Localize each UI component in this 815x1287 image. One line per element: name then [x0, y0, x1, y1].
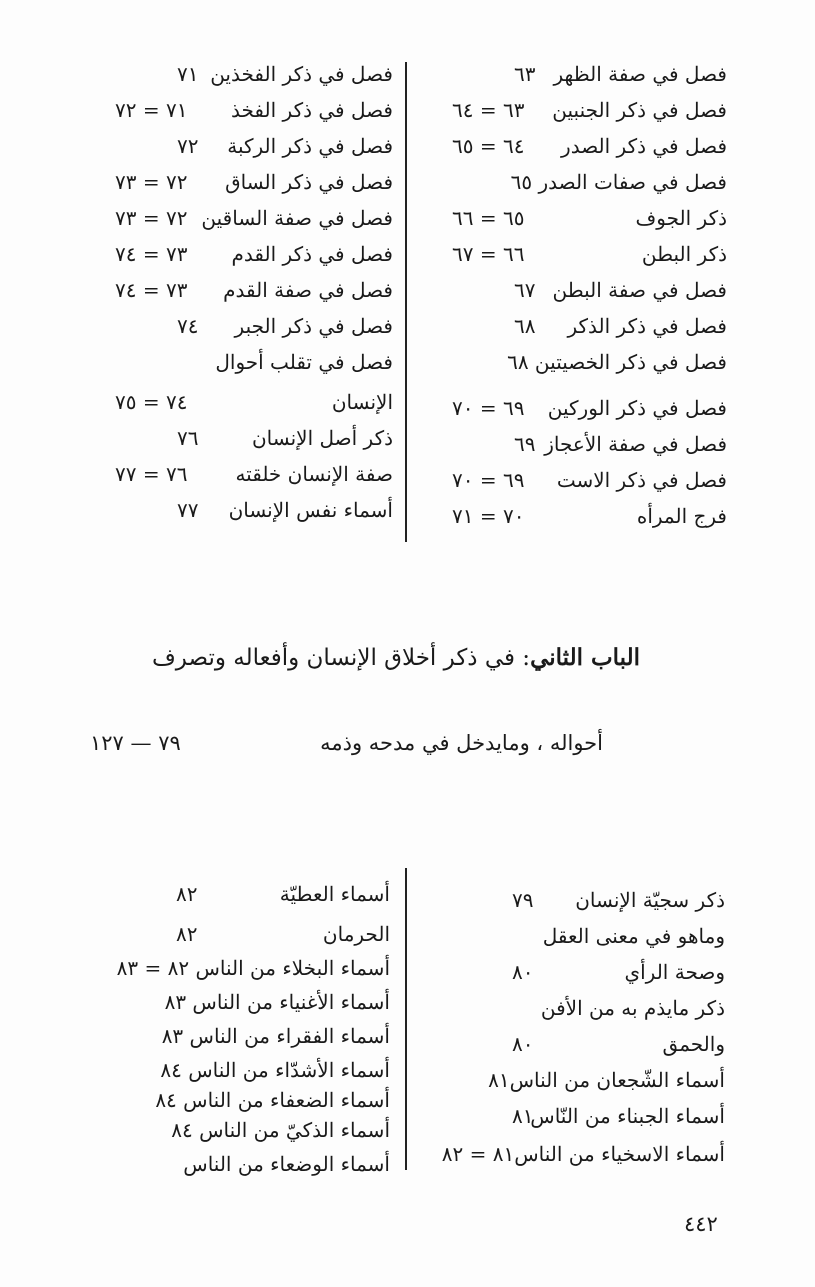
list-item: وصحة الرأي ٨٠: [512, 960, 725, 984]
list-item: فصل في صفة الساقين ٧٢ = ٧٣: [115, 206, 393, 230]
list-item: فرج المرأه ٧٠ = ٧١: [452, 504, 727, 528]
list-item: أسماء الضعفاء من الناس ٨٤: [155, 1088, 390, 1112]
chapter-label: الباب الثاني: [530, 644, 640, 671]
list-item: ذكر البطن ٦٦ = ٦٧: [452, 242, 727, 266]
list-item: أسماء العطيّة ٨٢: [176, 882, 390, 906]
chapter-title: : في ذكر أخلاق الإنسان وأفعاله وتصرف: [151, 645, 531, 671]
chapter-page-range: ٧٩ — ١٢٧: [90, 731, 181, 755]
list-item: فصل في تقلب أحوال: [215, 350, 393, 374]
list-item: فصل في ذكر الفخذين ٧١: [177, 62, 393, 86]
list-item: الإنسان ٧٤ = ٧٥: [115, 390, 393, 414]
list-item: أسماء الأشدّاء من الناس ٨٤: [160, 1058, 390, 1082]
list-item: وماهو في معنى العقل: [542, 924, 725, 948]
column-divider: [405, 62, 407, 542]
list-item: فصل في ذكر الساق ٧٢ = ٧٣: [115, 170, 393, 194]
list-item: أسماء الاسخياء من الناس٨١ = ٨٢: [441, 1142, 725, 1166]
list-item: والحمق ٨٠: [512, 1032, 725, 1056]
list-item: فصل في ذكر الخصيتين ٦٨: [507, 350, 727, 374]
list-item: فصل في صفة البطن ٦٧: [514, 278, 727, 302]
list-item: فصل في صفة القدم ٧٣ = ٧٤: [115, 278, 393, 302]
list-item: فصل في ذكر الركبة ٧٢: [177, 134, 393, 158]
chapter-heading: [152, 644, 640, 671]
list-item: فصل في صفة الظهر ٦٣: [514, 62, 727, 86]
section2-left-column: [112, 876, 390, 1186]
section1-right-column: [420, 56, 727, 546]
page-number: ٤٤٢: [684, 1212, 718, 1236]
list-item: ذكر سجيّة الإنسان ٧٩: [512, 888, 725, 912]
list-item: أسماء الذكيّ من الناس ٨٤: [171, 1118, 390, 1142]
list-item: أسماء البخلاء من الناس ٨٢ = ٨٣: [116, 956, 390, 980]
list-item: فصل في ذكر الذكر ٦٨: [514, 314, 727, 338]
list-item: فصل في ذكر الفخذ ٧١ = ٧٢: [115, 98, 393, 122]
list-item: فصل في صفات الصدر ٦٥: [510, 170, 727, 194]
list-item: أسماء نفس الإنسان ٧٧: [177, 498, 393, 522]
list-item: أسماء الشّجعان من الناس٨١: [488, 1068, 725, 1092]
list-item: ذكر الجوف ٦٥ = ٦٦: [452, 206, 727, 230]
list-item: ذكر أصل الإنسان ٧٦: [177, 426, 393, 450]
section1-left-column: [115, 56, 393, 536]
list-item: أسماء الوضعاء من الناس: [183, 1152, 390, 1176]
list-item: فصل في ذكر القدم ٧٣ = ٧٤: [115, 242, 393, 266]
list-item: أسماء الجبناء من النّاس ٨١: [512, 1104, 725, 1128]
list-item: صفة الإنسان خلقته ٧٦ = ٧٧: [115, 462, 393, 486]
column-divider: [405, 868, 407, 1170]
list-item: فصل في ذكر الوركين ٦٩ = ٧٠: [452, 396, 727, 420]
list-item: فصل في ذكر الجنبين ٦٣ = ٦٤: [452, 98, 727, 122]
list-item: فصل في ذكر الجبر ٧٤: [177, 314, 393, 338]
list-item: أسماء الفقراء من الناس ٨٣: [161, 1024, 390, 1048]
list-item: الحرمان ٨٢: [176, 922, 390, 946]
section2-right-column: [440, 882, 725, 1182]
chapter-subtitle: أحواله ، ومايدخل في مدحه وذمه: [320, 731, 603, 755]
list-item: فصل في ذكر الاست ٦٩ = ٧٠: [452, 468, 727, 492]
list-item: أسماء الأغنياء من الناس ٨٣: [164, 990, 390, 1014]
list-item: فصل في صفة الأعجاز ٦٩: [514, 432, 727, 456]
list-item: ذكر مايذم به من الأفن: [540, 996, 725, 1020]
list-item: فصل في ذكر الصدر ٦٤ = ٦٥: [452, 134, 727, 158]
